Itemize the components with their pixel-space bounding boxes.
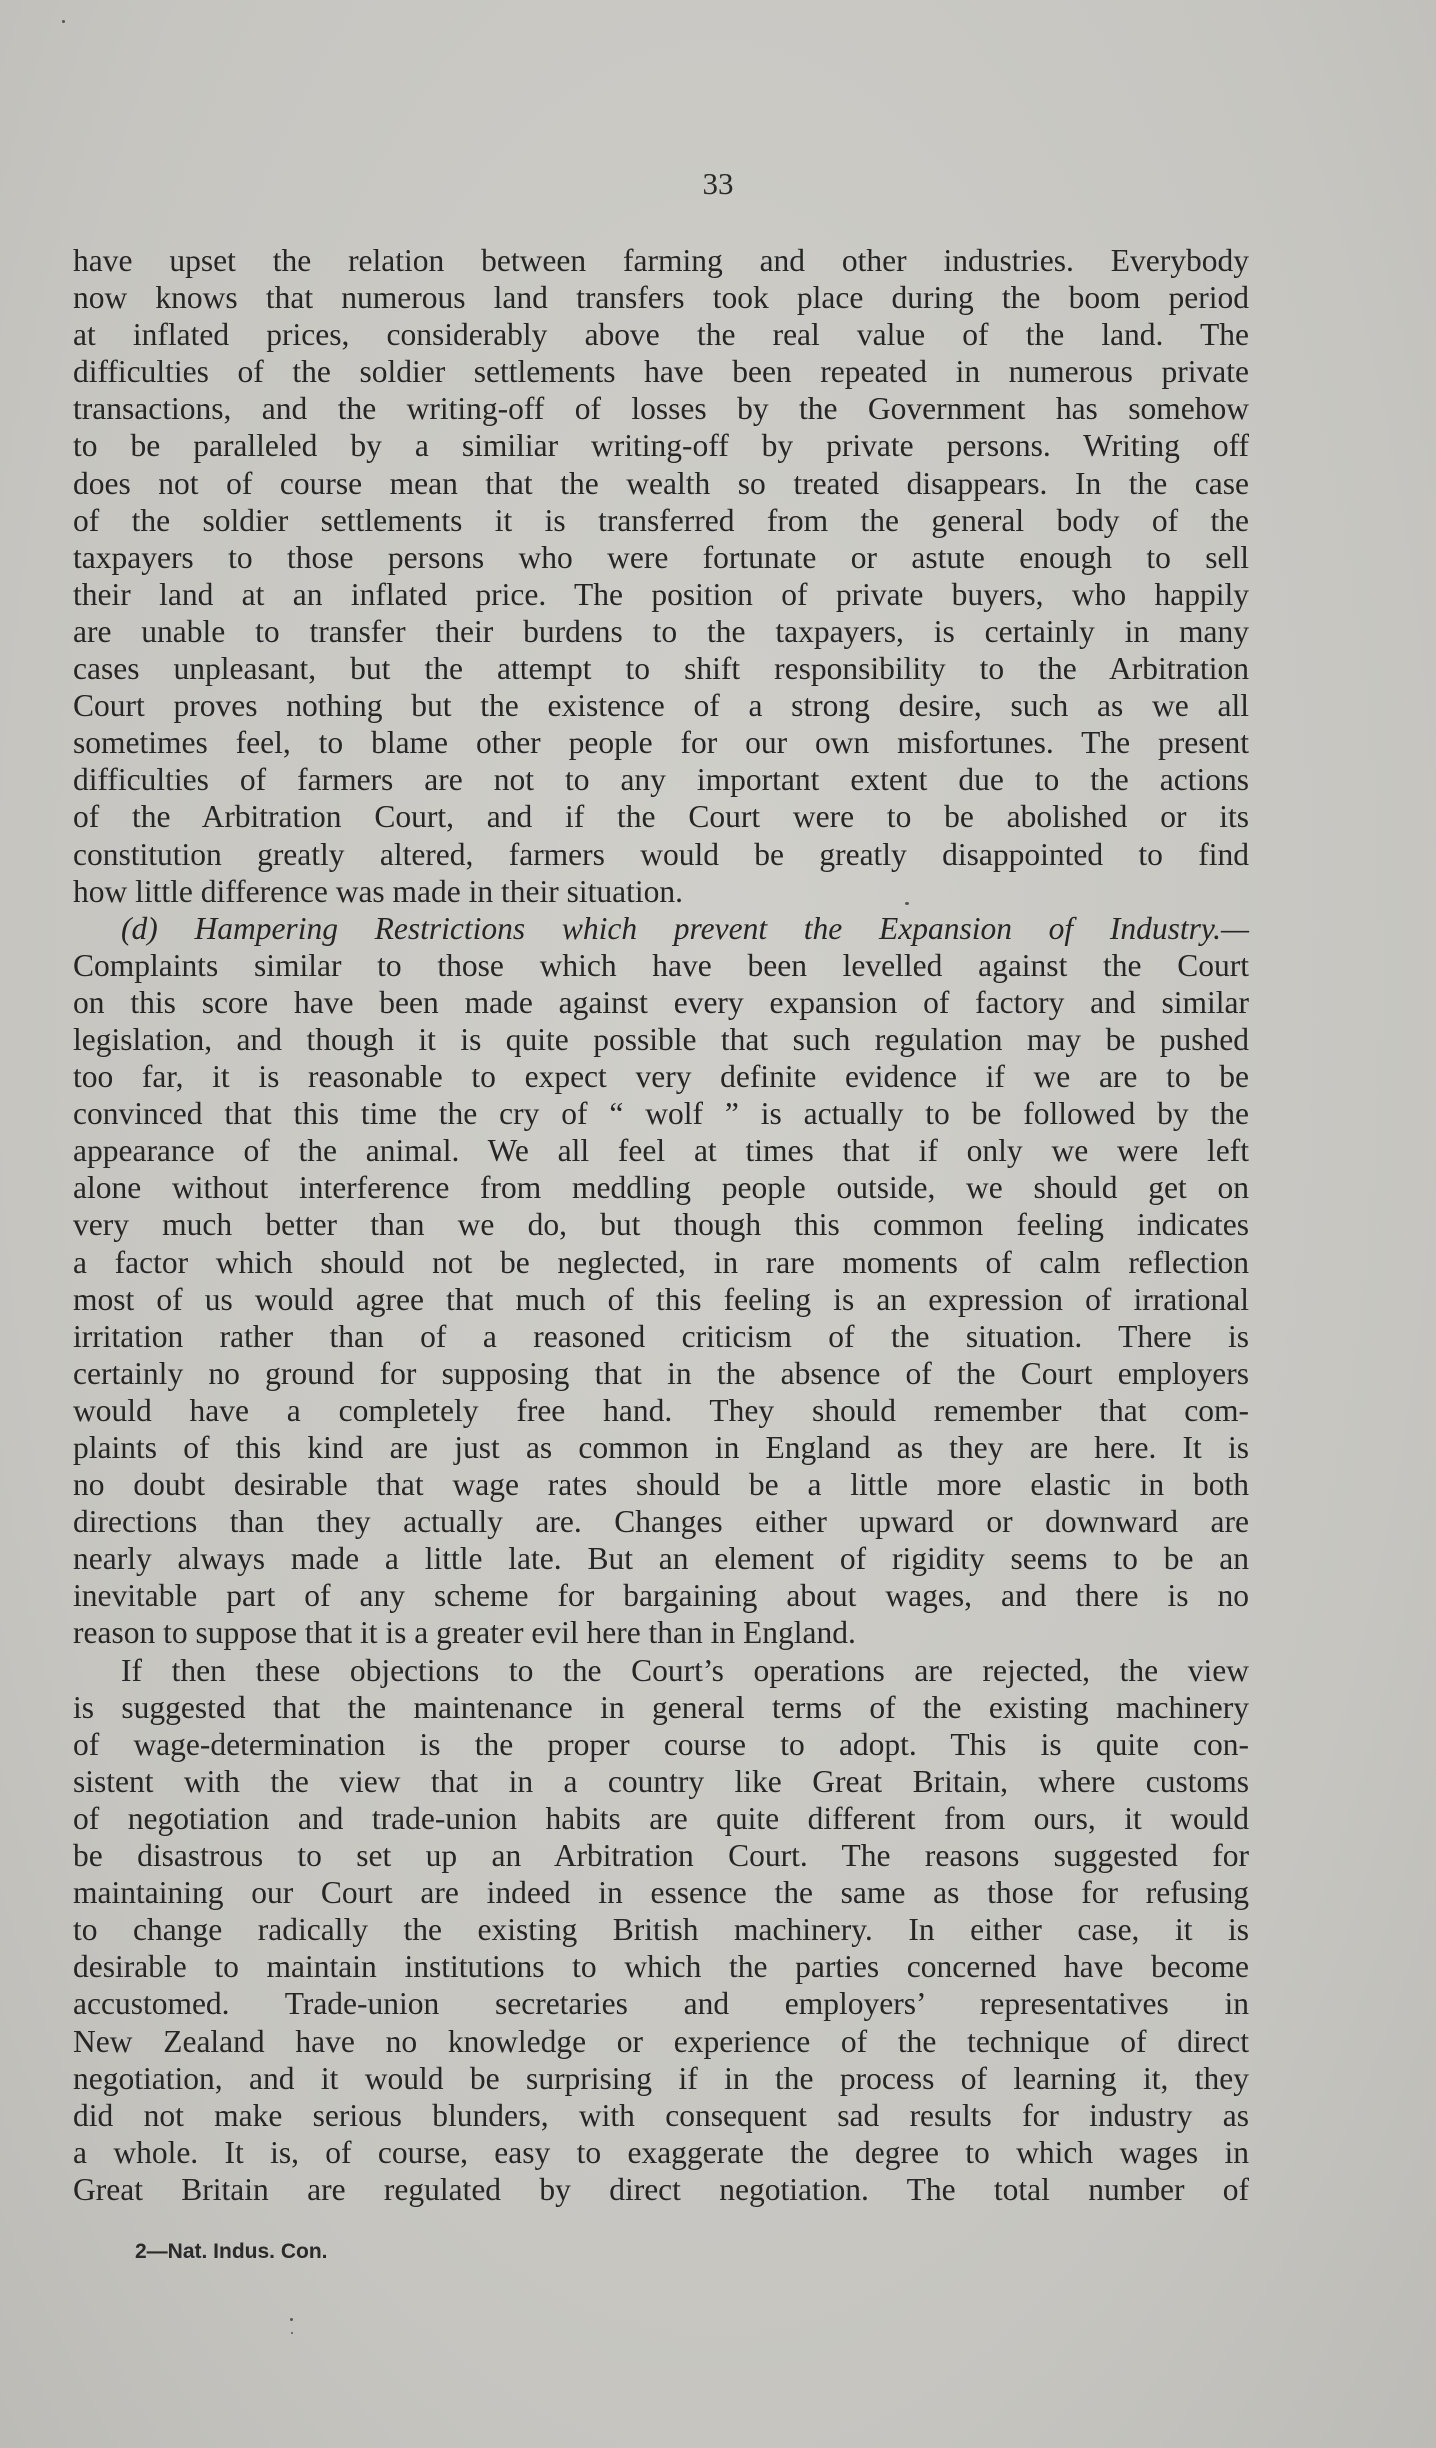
text-line: a factor which should not be neglected, in rare moments of calm reflection bbox=[73, 1244, 1249, 1280]
text-line: constitution greatly altered, farmers would be greatly disappointed to find bbox=[73, 836, 1249, 872]
text-line: to change radically the existing British machinery. In either case, it is bbox=[73, 1912, 1249, 1948]
text-line: Court proves nothing but the existence of a strong desire, such as we all bbox=[73, 688, 1249, 724]
text-line: inevitable part of any scheme for bargaining about wages, and there is no bbox=[73, 1578, 1249, 1614]
text-line: at inflated prices, considerably above the real value of the land. The bbox=[73, 317, 1249, 353]
text-line: to be paralleled by a similiar writing-off by private persons. Writing off bbox=[73, 428, 1249, 464]
text-line: does not of course mean that the wealth so treated disappears. In the case bbox=[73, 465, 1249, 501]
text-line: sistent with the view that in a country like Great Britain, where customs bbox=[73, 1763, 1249, 1799]
text-line: maintaining our Court are indeed in essence the same as those for refusing bbox=[73, 1875, 1249, 1911]
text-line: New Zealand have no knowledge or experience of the technique of direct bbox=[73, 2023, 1249, 2059]
text-line: directions than they actually are. Changes either upward or downward are bbox=[73, 1504, 1249, 1540]
text-line: cases unpleasant, but the attempt to shift responsibility to the Arbitration bbox=[73, 651, 1249, 687]
text-line: If then these objections to the Court’s operations are rejected, the view bbox=[121, 1652, 1249, 1688]
text-line: how little difference was made in their situation. bbox=[73, 873, 683, 909]
text-line: of the soldier settlements it is transferred from the general body of the bbox=[73, 502, 1249, 538]
text-line: have upset the relation between farming and other industries. Everybody bbox=[73, 243, 1249, 278]
text-line: nearly always made a little late. But an element of rigidity seems to be an bbox=[73, 1541, 1249, 1577]
text-line: be disastrous to set up an Arbitration Court. The reasons suggested for bbox=[73, 1838, 1249, 1874]
text-line: accustomed. Trade-union secretaries and employers’ representatives in bbox=[73, 1986, 1249, 2022]
section-label: (d) bbox=[121, 910, 158, 946]
text-line: alone without interference from meddling people outside, we should get on bbox=[73, 1170, 1249, 1206]
text-line: plaints of this kind are just as common in England as they are here. It is bbox=[73, 1430, 1249, 1465]
text-line: very much better than we do, but though this common feeling indicates bbox=[73, 1207, 1249, 1243]
text-line: convinced that this time the cry of “ wolf ” is actually to be followed by the bbox=[73, 1096, 1249, 1132]
text-line: taxpayers to those persons who were fortunate or astute enough to sell bbox=[73, 539, 1249, 575]
section-title: Hampering Restrictions which prevent the Expansion of Industry.— bbox=[194, 910, 1250, 946]
text-line: most of us would agree that much of this feeling is an expression of irrational bbox=[73, 1281, 1249, 1317]
page-number: 33 bbox=[702, 166, 734, 201]
text-line: legislation, and though it is quite possible that such regulation may be pushed bbox=[73, 1021, 1249, 1057]
text-line: is suggested that the maintenance in general terms of the existing machinery bbox=[73, 1689, 1249, 1725]
text-line: now knows that numerous land transfers took place during the boom period bbox=[73, 280, 1249, 316]
body-text bbox=[73, 242, 1249, 2208]
paper-speck bbox=[905, 902, 909, 905]
text-line: certainly no ground for supposing that in the absence of the Court employers bbox=[73, 1355, 1249, 1391]
text-line: difficulties of farmers are not to any important extent due to the actions bbox=[73, 762, 1249, 798]
paper-speck bbox=[62, 20, 65, 23]
paper-speck bbox=[290, 2318, 293, 2321]
text-line: sometimes feel, to blame other people for our own misfortunes. The present bbox=[73, 725, 1249, 761]
text-line: of negotiation and trade-union habits are quite different from ours, it would bbox=[73, 1800, 1249, 1836]
text-line: Great Britain are regulated by direct negotiation. The total number of bbox=[73, 2171, 1249, 2207]
text-line: Complaints similar to those which have been levelled against the Court bbox=[73, 947, 1249, 983]
text-line: their land at an inflated price. The position of private buyers, who happily bbox=[73, 576, 1249, 612]
printer-signature: 2—Nat. Indus. Con. bbox=[135, 2240, 328, 2263]
text-line: appearance of the animal. We all feel at times that if only we were left bbox=[73, 1133, 1249, 1169]
text-line: too far, it is reasonable to expect very definite evidence if we are to be bbox=[73, 1059, 1249, 1095]
text-line: on this score have been made against every expansion of factory and similar bbox=[73, 984, 1249, 1020]
text-line: of wage-determination is the proper course to adopt. This is quite con- bbox=[73, 1726, 1249, 1762]
text-line: difficulties of the soldier settlements have been repeated in numerous private bbox=[73, 354, 1249, 390]
text-line: desirable to maintain institutions to which the parties concerned have become bbox=[73, 1949, 1249, 1985]
section-heading-d bbox=[73, 910, 1249, 947]
text-line: irritation rather than of a reasoned criticism of the situation. There is bbox=[73, 1318, 1249, 1354]
text-line: a whole. It is, of course, easy to exaggerate the degree to which wages in bbox=[73, 2134, 1249, 2170]
text-line: negotiation, and it would be surprising if in the process of learning it, they bbox=[73, 2060, 1249, 2096]
paper-speck bbox=[291, 2332, 293, 2334]
text-line: are unable to transfer their burdens to the taxpayers, is certainly in many bbox=[73, 613, 1249, 649]
text-line: reason to suppose that it is a greater evil here than in England. bbox=[73, 1615, 856, 1651]
text-line: no doubt desirable that wage rates should be a little more elastic in both bbox=[73, 1467, 1249, 1503]
text-line: did not make serious blunders, with consequent sad results for industry as bbox=[73, 2097, 1249, 2133]
text-line: would have a completely free hand. They should remember that com- bbox=[73, 1392, 1249, 1428]
text-line: transactions, and the writing-off of losses by the Government has somehow bbox=[73, 391, 1249, 427]
text-line: of the Arbitration Court, and if the Court were to be abolished or its bbox=[73, 799, 1249, 835]
